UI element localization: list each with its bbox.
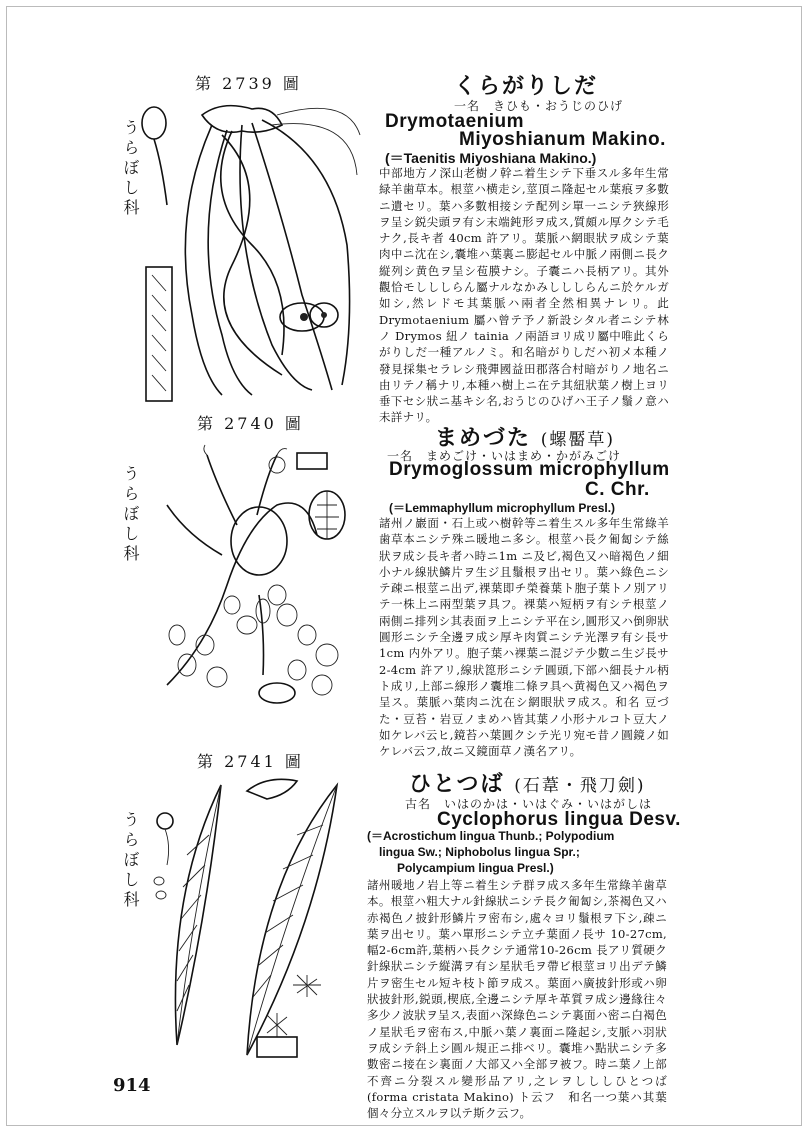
family-label: うらぼし科: [121, 119, 140, 219]
illustration-hitotsuba: [147, 775, 357, 1065]
japanese-name-kanji: (螺靨草): [540, 430, 615, 450]
family-label: うらぼし科: [121, 465, 140, 565]
alias-names: 一名 まめごけ・いはまめ・かがみごけ: [387, 449, 622, 463]
page-number: 914: [113, 1075, 151, 1096]
figure-label-2739: 第 2739 圖: [195, 74, 302, 93]
japanese-name-kana: まめづた: [435, 425, 532, 451]
page: [6, 6, 802, 1126]
scientific-name: Drymotaenium: [385, 111, 525, 132]
scientific-name: Drymoglossum microphyllum: [389, 459, 670, 480]
figure-label-2741: 第 2741 圖: [197, 752, 304, 771]
synonym-line-2: lingua Sw.; Niphobolus lingua Spr.;: [379, 845, 580, 859]
alias-names: 一名 きひも・おうじのひげ: [454, 99, 624, 113]
japanese-name: くらがりしだ: [454, 73, 599, 99]
japanese-name-kana: ひとつば: [409, 771, 505, 797]
illustration-kuragarishida: [132, 95, 362, 405]
figure-label-2740: 第 2740 圖: [197, 414, 304, 433]
family-label: うらぼし科: [121, 811, 140, 911]
synonym-line-3: Polycampium lingua Presl.): [397, 861, 554, 875]
scientific-name-cont: C. Chr.: [585, 479, 650, 500]
scientific-name-cont: Miyoshianum Makino.: [459, 129, 666, 150]
description: 諸州暖地ノ岩上等ニ着生シテ群ヲ成ス多年生常綠羊歯草本。根莖ハ粗大ナル針線狀ニシテ長ク匍匐シ,茶褐色又ハ赤褐色ノ披針形鱗片ヲ密布シ,處々ヨリ鬚根ヲ下シ,疎ニ葉ヲ出セリ。葉ハ單形ニシテ立チ葉面ノ長サ 10-27cm,幅2-6cm許,葉柄ハ長クシテ通常10-26cm 長アリ質硬ク針線狀ニシテ縦溝ヲ有シ星狀毛ヲ帶ビ根莖ヨリ出デテ鱗片ヲ密生セル短キ枝ト節ヲ成ス。葉面ハ廣披針形或ハ卵狀披針形,鋭頭,楔底,全邊ニシテ厚キ革質ヲ成シ邊緣往々多少ノ波狀ヲ呈ス,表面ハ深綠色ニシテ裏面ハ密ニ白褐色ノ星狀毛ヲ密布ス,中脈ハ葉ノ裏面ニ隆起シ,支脈ハ羽狀ヲ成シテ斜上シ圓ル規正ニ排ベリ。囊堆ハ點狀ニシテ多數密ニ接在シ裏面ノ大部又ハ全部ヲ被フ。時ニ葉ノ上部不齊ニ分裂スル變形品アリ,之レヲしししひとつば (forma cristata Makino) ト云フ 和名一つ葉ハ其葉個々分立スルヲ以テ斯ク云フ。: [367, 878, 667, 1121]
synonym: (＝Taenitis Miyoshiana Makino.): [385, 150, 597, 166]
description: 中部地方ノ深山老樹ノ幹ニ着生シテ下垂スル多年生常緑羊歯草本。根莖ハ横走シ,莖頂ニ隆起セル葉痕ヲ多數ニ遺セリ。葉ハ多數相接シテ配列シ單一ニシテ狹線形ヲ呈シ鋭尖頭ヲ有シ末端鈍形ヲ成ス,質頗ル厚クシテ毛ナク,長キ者 40cm 許アリ。葉脈ハ網眼狀ヲ成シテ葉肉中ニ沈在シ,囊堆ハ葉裏ニ膨起セル中脈ノ兩側ニ長ク縦列シ黄色ヲ呈シ苞膜ナシ。子囊ニハ長柄アリ。其外觀恰モしししらん屬ナルなかみしししらんニ於ケルガ如シ,然レドモ其葉脈ハ兩者全然相異ナレリ。此 Drymotaenium 屬ハ曾テ予ノ新設シタル者ニシテ林ノ Drymos 紐ノ tainia ノ兩語ヨリ成リ屬中唯此くらがりしだ一種アルノミ。和名暗がりしだハ初メ本種ノ發見採集セラレシ飛彈國益田郡落合村暗がりノ地名ニ由リテノ稱ナリ,本種ハ樹上ニ在テ其紐狀葉ノ樹上ヨリ垂下セシ狀ニ基キシ名,おうじのひげハ王子ノ鬚ノ意ハ未詳ナリ。: [379, 166, 669, 425]
japanese-name: [409, 767, 646, 798]
scientific-name: Cyclophorus lingua Desv.: [437, 809, 681, 830]
alias-names: 古名 いはのかは・いはぐみ・いはがしは: [405, 797, 653, 811]
synonym-line-1: (＝Acrostichum lingua Thunb.; Polypodium: [367, 829, 615, 843]
illustration-mamezuta: [147, 445, 357, 715]
description: 諸州ノ巖面・石上或ハ樹幹等ニ着生スル多年生常綠羊歯草本ニシテ殊ニ暖地ニ多シ。根莖ハ長ク匍匐シテ絲狀ヲ成シ長キ者ハ時ニ1m ニ及ビ,褐色又ハ暗褐色ノ細小ナル線狀鱗片ヲ生ジ且鬚根ヲ出セリ。葉ハ綠色ニシテ疎ニ根莖ニ出デ,裸葉即チ榮養葉ト胞子葉トノ別アリテ一株上ニ兩型葉ヲ具フ。裸葉ハ短柄ヲ有シテ根莖ノ兩側ニ排列シ其表面ヲ上ニシテ平在シ,圓形又ハ倒卵狀圓形ニシテ全邊ヲ成シ厚キ肉質ニシテ光澤ヲ有シ長サ1cm 内外アリ。胞子葉ハ裸葉ニ混ジテ少數ニ生ジ長サ2-4cm 許アリ,線狀箆形ニシテ圓頭,下部ハ細長ナル柄ト成リ,上部ニ線形ノ囊堆二條ヲ具ヘ黄褐色又ハ褐色ヲ呈ス。葉脈ハ葉肉ニ沈在シ網眼狀ヲ成ス。和名 豆づた・豆苔・岩豆ノまめハ皆其葉ノ小形ナルコト豆大ノ如ケレバ云ヒ,鏡苔ハ葉圓クシテ光リ宛モ昔ノ圓鏡ノ如ケレバ云フ,故ニ又鏡面草ノ漢名アリ。: [379, 516, 669, 759]
japanese-name-kanji: (石葦・飛刀劍): [514, 776, 646, 796]
synonym: (＝Lemmaphyllum microphyllum Presl.): [389, 501, 616, 515]
